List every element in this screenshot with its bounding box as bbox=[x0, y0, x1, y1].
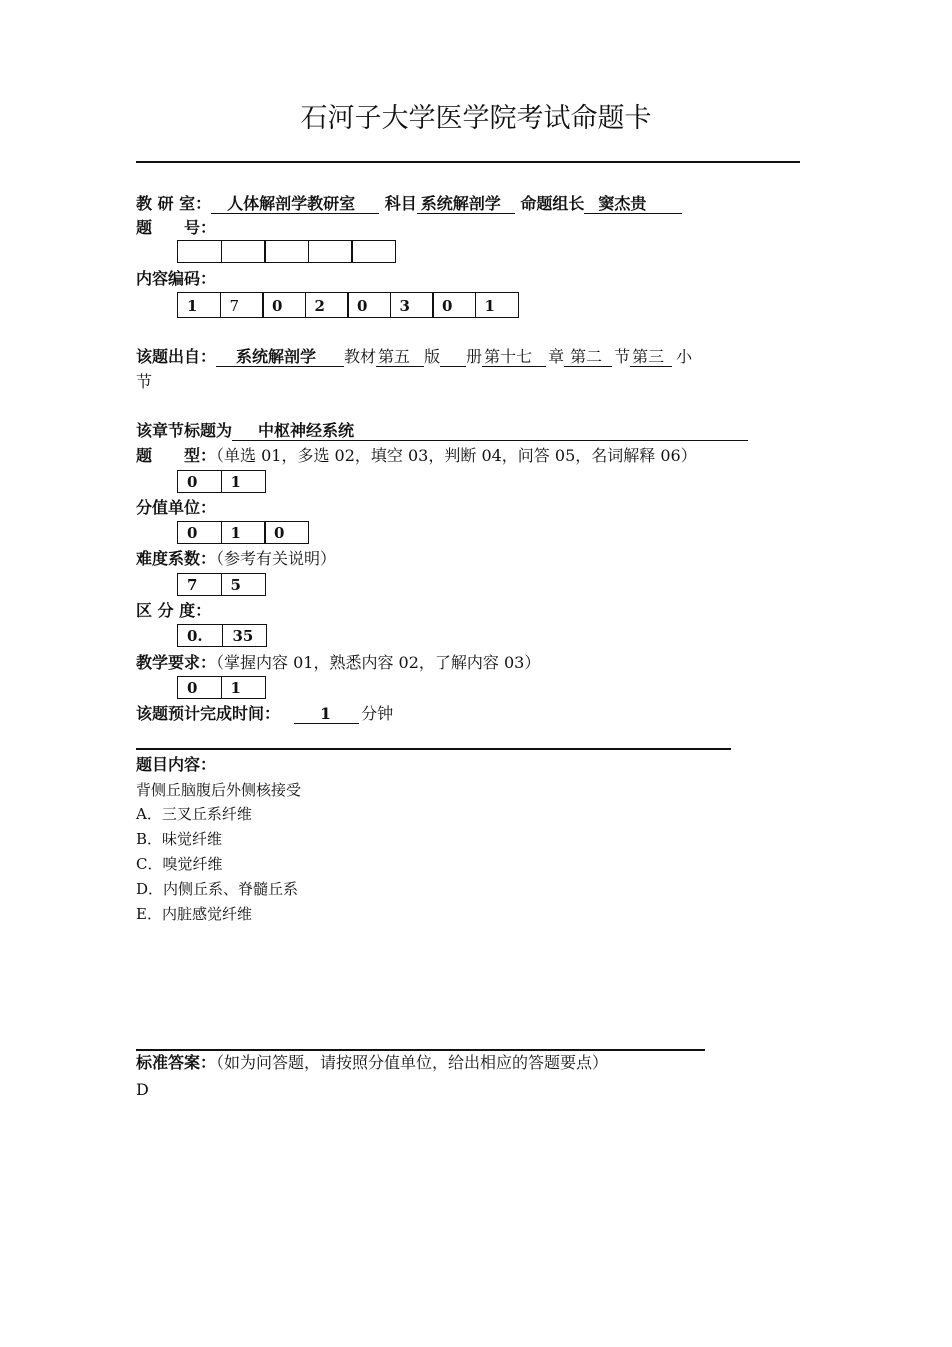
difficulty-digit: 7 bbox=[177, 573, 222, 596]
source-section-text: 节 bbox=[614, 347, 631, 366]
source-edition: 第五 bbox=[376, 348, 424, 367]
content-code-digit: 3 bbox=[390, 292, 434, 318]
difficulty-label: 难度系数： bbox=[136, 549, 217, 568]
question-type-digit: 1 bbox=[221, 470, 266, 493]
content-code-label: 内容编码： bbox=[136, 269, 217, 288]
dept-label: 教 研 室： bbox=[136, 194, 212, 213]
source-book: 系统解剖学 bbox=[216, 348, 344, 367]
question-divider bbox=[136, 748, 731, 750]
content-code-boxes bbox=[177, 292, 519, 318]
header-row bbox=[136, 194, 682, 214]
question-type-boxes bbox=[177, 470, 266, 493]
teaching-req-digit: 1 bbox=[221, 676, 266, 699]
source-chapter: 第十七 bbox=[482, 348, 546, 367]
subject-label: 科目 bbox=[384, 194, 417, 213]
title-divider bbox=[136, 161, 800, 163]
source-subsection-wrap: 节 bbox=[136, 372, 153, 391]
question-stem: 背侧丘脑腹后外侧核接受 bbox=[136, 781, 302, 799]
difficulty-note: （参考有关说明） bbox=[216, 549, 337, 568]
difficulty-row bbox=[136, 549, 336, 569]
question-type-note: （单选 01，多选 02，填空 03，判断 04，问答 05，名词解释 06） bbox=[216, 446, 697, 465]
content-code-digit: 1 bbox=[475, 292, 519, 318]
answer-divider bbox=[136, 1049, 705, 1051]
leader-value: 窦杰贵 bbox=[584, 195, 682, 214]
question-type-row bbox=[136, 446, 697, 466]
score-unit-label: 分值单位： bbox=[136, 498, 217, 517]
question-no-cell bbox=[308, 240, 353, 263]
content-code-digit: 0 bbox=[262, 292, 306, 318]
option-d: D．内侧丘系、脊髓丘系 bbox=[136, 880, 299, 898]
source-chapter-text: 章 bbox=[548, 347, 565, 366]
time-label: 该题预计完成时间： bbox=[136, 704, 281, 723]
content-code-digit: 7 bbox=[220, 292, 264, 318]
question-no-cell bbox=[351, 240, 396, 263]
teaching-req-digit: 0 bbox=[177, 676, 222, 699]
time-value: 1 bbox=[294, 705, 359, 724]
question-label: 题目内容： bbox=[136, 755, 217, 774]
teaching-req-row bbox=[136, 653, 540, 673]
source-volume-blank bbox=[440, 348, 466, 367]
question-no-cell bbox=[264, 240, 309, 263]
difficulty-boxes bbox=[177, 573, 266, 596]
question-no-label: 题 号： bbox=[136, 218, 217, 237]
time-row bbox=[136, 704, 393, 724]
question-type-label: 题 型： bbox=[136, 446, 217, 465]
teaching-req-note: （掌握内容 01，熟悉内容 02，了解内容 03） bbox=[216, 653, 541, 672]
question-no-cell bbox=[177, 240, 222, 263]
discrimination-digit: 0. bbox=[177, 624, 223, 647]
score-unit-boxes bbox=[177, 521, 309, 544]
question-type-digit: 0 bbox=[177, 470, 222, 493]
discrimination-boxes bbox=[177, 624, 267, 647]
content-code-digit: 0 bbox=[432, 292, 476, 318]
source-edition-text: 版 bbox=[424, 347, 441, 366]
option-e: E．内脏感觉纤维 bbox=[136, 905, 252, 923]
question-no-cell bbox=[221, 240, 266, 263]
content-code-digit: 1 bbox=[177, 292, 221, 318]
page-title: 石河子大学医学院考试命题卡 bbox=[300, 103, 652, 134]
chapter-title-row bbox=[136, 421, 748, 441]
source-section: 第二 bbox=[564, 348, 612, 367]
subject-value: 系统解剖学 bbox=[417, 195, 515, 214]
source-subsection: 第三 bbox=[630, 348, 672, 367]
discrimination-label: 区 分 度： bbox=[136, 601, 212, 620]
dept-value: 人体解剖学教研室 bbox=[211, 195, 379, 214]
difficulty-digit: 5 bbox=[221, 573, 266, 596]
chapter-title-value: 中枢神经系统 bbox=[232, 422, 748, 441]
answer-value: D bbox=[136, 1080, 149, 1099]
answer-note: （如为问答题，请按照分值单位，给出相应的答题要点） bbox=[216, 1053, 609, 1072]
content-code-digit: 2 bbox=[305, 292, 349, 318]
leader-label: 命题组长 bbox=[520, 194, 585, 213]
discrimination-digit: 35 bbox=[222, 624, 267, 647]
source-subsection-text: 小 bbox=[676, 347, 693, 366]
answer-label: 标准答案： bbox=[136, 1053, 217, 1072]
source-label: 该题出自： bbox=[136, 347, 217, 366]
content-code-digit: 0 bbox=[347, 292, 391, 318]
source-line bbox=[136, 347, 692, 367]
source-volume-text: 册 bbox=[466, 347, 483, 366]
chapter-title-label: 该章节标题为 bbox=[136, 421, 233, 440]
time-unit: 分钟 bbox=[361, 704, 394, 723]
score-unit-digit: 0 bbox=[177, 521, 222, 544]
option-b: B．味觉纤维 bbox=[136, 830, 223, 848]
teaching-req-label: 教学要求： bbox=[136, 653, 217, 672]
question-no-boxes bbox=[177, 240, 396, 263]
score-unit-digit: 0 bbox=[264, 521, 309, 544]
source-textbook-text: 教材 bbox=[344, 347, 377, 366]
teaching-req-boxes bbox=[177, 676, 266, 699]
option-a: A．三叉丘系纤维 bbox=[136, 805, 252, 823]
score-unit-digit: 1 bbox=[221, 521, 266, 544]
answer-row bbox=[136, 1053, 608, 1073]
option-c: C．嗅觉纤维 bbox=[136, 855, 223, 873]
